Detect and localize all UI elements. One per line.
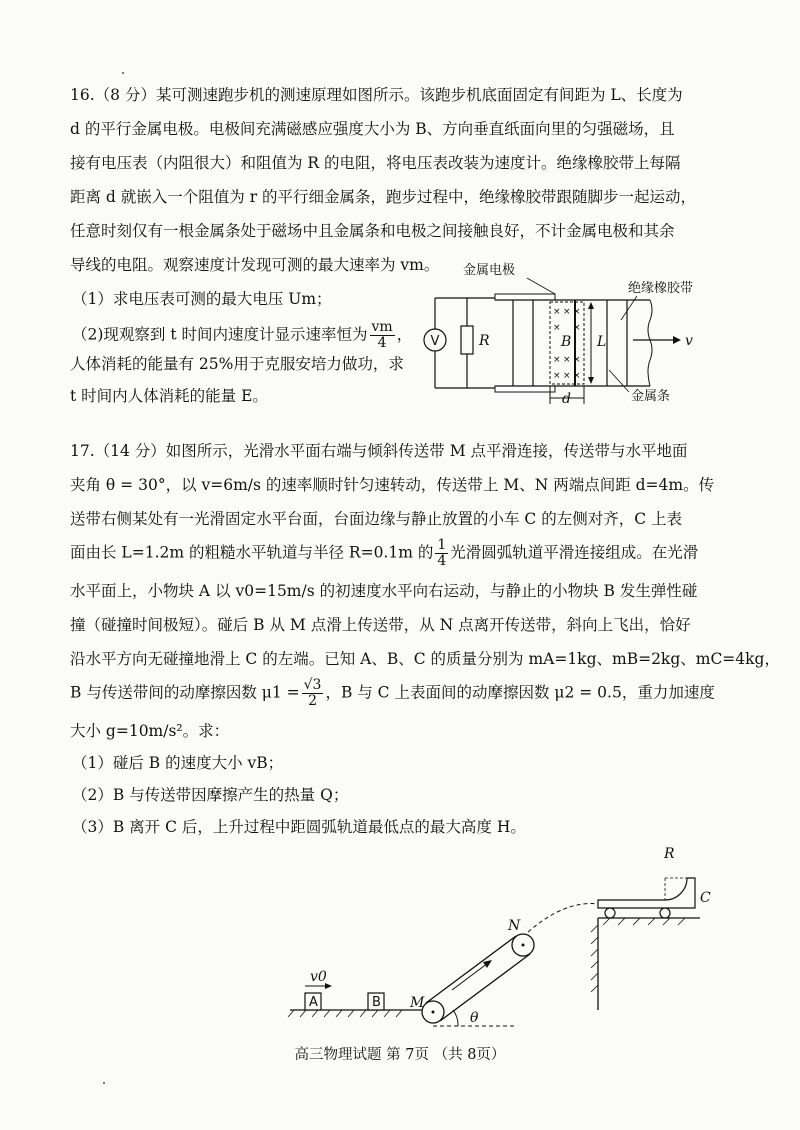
q16-sub-2-line-2: 人体消耗的能量有 25%用于克服安培力做功，求: [70, 355, 404, 373]
q16-fraction: [370, 320, 395, 351]
v0-label: v0: [310, 969, 327, 985]
q16-fraction-den: 4: [377, 335, 387, 351]
block-B-label: B: [372, 995, 381, 1010]
q17-line-5: 水平面上，小物块 A 以 v0=15m/s 的初速度水平向右运动，与静止的小物块 B 发生弹性碰: [70, 582, 698, 600]
svg-text:×: ×: [553, 371, 561, 381]
svg-text:×: ×: [563, 371, 571, 381]
q17-sub-3: （3）B 离开 C 后，上升过程中距圆弧轨道最低点的最大高度 H。: [72, 818, 526, 836]
mu1-fraction: [302, 678, 324, 709]
q17-line-4-b: 光滑圆弧轨道平滑连接组成。在光滑: [450, 543, 699, 562]
q17-line-2: 夹角 θ = 30°，以 v=6m/s 的速率顺时针匀速转动，传送带上 M、N 两端点间距 d=4m。传: [70, 476, 715, 494]
angle-theta-label: θ: [470, 1010, 479, 1026]
electrode-label: 金属电极: [463, 263, 516, 278]
q16-figure: [415, 258, 715, 408]
q17-line-8-a: B 与传送带间的动摩擦因数 μ1 =: [70, 683, 300, 702]
quarter-fraction: [435, 538, 448, 569]
svg-text:×: ×: [573, 355, 581, 365]
q17-line-9: 大小 g=10m/s²。求：: [70, 722, 230, 740]
spacing-L-label: L: [597, 334, 607, 350]
voltmeter-label: V: [430, 334, 440, 349]
quarter-den: 4: [437, 553, 447, 569]
page-footer: 高三物理试题 第 7页 （共 8页）: [294, 1047, 506, 1063]
q16-line-3: 接有电压表（内阻很大）和阻值为 R 的电阻，将电压表改装为速度计。绝缘橡胶带上每隔: [70, 154, 681, 172]
q16-line-6: 导线的电阻。观察速度计发现可测的最大速率为 vm。: [70, 256, 440, 274]
field-B-label: B: [561, 334, 572, 350]
belt-label: 绝缘橡胶带: [628, 281, 694, 296]
q17-line-8-b: ，B 与 C 上表面间的动摩擦因数 μ2 = 0.5，重力加速度: [325, 683, 715, 702]
scan-dot: [103, 1082, 105, 1084]
q16-sub-2-line-3: t 时间内人体消耗的能量 E。: [70, 387, 268, 405]
radius-R-label: R: [664, 846, 675, 862]
point-N-label: N: [508, 918, 521, 934]
q16-sub-2-text: （2)现观察到 t 时间内速度计显示速率恒为: [72, 325, 368, 344]
cart-C-label: C: [700, 890, 711, 906]
trajectory: [528, 904, 598, 932]
q16-line-2: d 的平行金属电极。电极间充满磁感应强度大小为 B、方向垂直纸面向里的匀强磁场，且: [70, 120, 675, 138]
svg-text:×: ×: [573, 371, 581, 381]
q16-line-1: 16.（8 分）某可测速跑步机的测速原理如图所示。该跑步机底面固定有间距为 L、长度为: [70, 86, 683, 104]
velocity-label: v: [685, 333, 693, 349]
svg-text:×: ×: [573, 323, 581, 333]
block-A-label: A: [309, 995, 318, 1010]
q16-line-4: 距离 d 就嵌入一个阻值为 r 的平行细金属条，跑步过程中，绝缘橡胶带跟随脚步一起运动，: [70, 188, 697, 206]
quarter-num: 1: [437, 537, 447, 553]
cart-wheel: [660, 908, 670, 918]
q17-sub-1: （1）碰后 B 的速度大小 vB；: [72, 754, 284, 772]
scan-dot: [122, 72, 124, 74]
strip-label: 金属条: [631, 389, 671, 404]
svg-text:×: ×: [553, 307, 561, 317]
q16-sub-2: [72, 320, 412, 351]
q17-line-4-a: 面由长 L=1.2m 的粗糙水平轨道与半径 R=0.1m 的: [70, 543, 434, 562]
q16-fraction-num: vm: [371, 319, 393, 335]
svg-text:×: ×: [573, 307, 581, 317]
svg-text:×: ×: [563, 355, 571, 365]
q16-sub-1: （1）求电压表可测的最大电压 Um；: [72, 290, 332, 308]
q17-line-6: 撞（碰撞时间极短）。碰后 B 从 M 点滑上传送带，从 N 点离开传送带，斜向上飞出，恰好: [70, 616, 691, 634]
cart-C: [598, 878, 695, 908]
mu1-den: 2: [308, 693, 317, 709]
q17-line-3: 送带右侧某处有一光滑固定水平台面，台面边缘与静止放置的小车 C 的左侧对齐，C 上表: [70, 510, 683, 528]
q16-sub-2-comma: ，: [396, 325, 413, 344]
length-d-label: d: [562, 391, 571, 407]
svg-text:×: ×: [553, 323, 561, 333]
svg-text:×: ×: [553, 355, 561, 365]
q17-line-7: 沿水平方向无碰撞地滑上 C 的左端。已知 A、B、C 的质量分别为 mA=1kg、mB=2kg、mC=4kg，: [70, 650, 780, 668]
q17-line-1: 17.（14 分）如图所示，光滑水平面右端与倾斜传送带 M 点平滑连接，传送带与水平地面: [70, 442, 688, 460]
q17-sub-2: （2）B 与传送带因摩擦产生的热量 Q；: [72, 786, 349, 804]
resistor-icon: [461, 326, 473, 354]
resistor-label: R: [479, 333, 490, 349]
q17-line-4: [70, 538, 698, 569]
mu1-num: √3: [303, 677, 322, 693]
cart-wheel: [605, 908, 615, 918]
q17-line-8: [70, 678, 715, 709]
point-M-label: M: [410, 995, 425, 1011]
svg-text:×: ×: [563, 307, 571, 317]
q16-line-5: 任意时刻仅有一根金属条处于磁场中且金属条和电极之间接触良好，不计金属电极和其余: [70, 222, 675, 240]
q17-figure: [280, 840, 720, 1040]
